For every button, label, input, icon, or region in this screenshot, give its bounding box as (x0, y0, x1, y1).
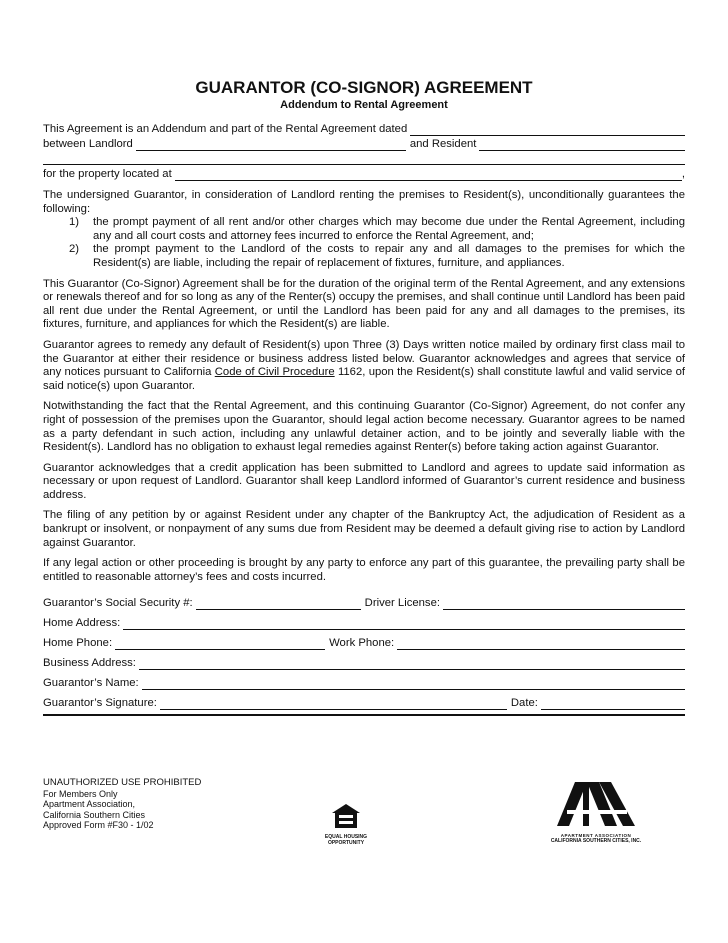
agreement-date-label: This Agreement is an Addendum and part of the Rental Agreement dated (43, 123, 408, 135)
notice-text-end: 1162, upon the Resident(s) shall constitute lawful and valid service of said notice(s) upon Guarantor. (43, 366, 685, 392)
footer-line: For Members Only (43, 788, 118, 799)
home-phone-field[interactable] (115, 639, 325, 650)
apartment-association-icon (555, 780, 637, 828)
resident-field[interactable] (479, 140, 685, 151)
footer-line: California Southern Cities (43, 809, 146, 820)
notice-text-start: Guarantor agrees to remedy any default of Resident(s) upon Three (3) Days written notice mailed by ordinary first class mail to the Guarantor at either their residence or business address listed below. Guarantor acknowledges and agrees that service of any notices pursuant to California (43, 338, 685, 379)
bankruptcy-paragraph: The filing of any petition by or against Resident under any chapter of the Bankruptcy Act, the adjudication of Resident as a bankrupt or insolvent, or nonpayment of any sums due from Resident may be deemed a default giving rise to action by Landlord against Guarantor. (43, 509, 685, 549)
property-label: for the property located at (43, 168, 172, 180)
guarantee-item-number: 2) (69, 243, 80, 256)
equal-housing-caption-2: OPPORTUNITY (327, 840, 365, 846)
ssn-label: Guarantor’s Social Security #: (43, 597, 193, 610)
work-phone-label: Work Phone: (329, 637, 395, 650)
civil-procedure-reference: Code of Civil Procedure (214, 366, 335, 379)
resident-continuation-field[interactable] (43, 154, 685, 165)
phone-row (43, 636, 685, 650)
signature-date-row (43, 696, 685, 710)
guarantor-name-field[interactable] (142, 679, 685, 690)
guarantee-list (43, 216, 685, 270)
guarantee-item (43, 216, 685, 243)
date-label: Date: (510, 697, 538, 710)
agreement-date-row (43, 122, 685, 136)
landlord-label: between Landlord (43, 138, 133, 150)
guarantor-info-fields (43, 596, 685, 710)
guarantee-item-text: the prompt payment to the Landlord of the costs to repair any and all damages to the premises for which the Resident(s) are liable, including the repair of replacement of fixtures, furniture, and appliances. (93, 243, 685, 269)
parties-row (43, 137, 685, 151)
guarantor-name-row (43, 676, 685, 690)
ssn-license-row (43, 596, 685, 610)
possession-paragraph: Notwithstanding the fact that the Rental Agreement, and this continuing Guarantor (Co-Signor) Agreement, do not confer any right of possession of the premises upon the Guarantor, should legal action become necessary. Guarantor agrees to be named as a party defendant in such action, including any unlawful detainer action, and to be jointly and severally liable with the Resident(s). Landlord has no obligation to exhaust legal remedies against Renter(s) before taking action against Guarantor. (43, 400, 685, 454)
guarantee-item-text: the prompt payment of all rent and/or other charges which may become due under the Rental Agreement, including any and all court costs and attorney fees incurred to enforce the Rental Agreement, and; (93, 216, 685, 242)
ssn-field[interactable] (196, 599, 361, 610)
property-row (43, 167, 685, 181)
footer-notice (43, 778, 201, 831)
property-address-field[interactable] (175, 170, 682, 181)
business-address-label: Business Address: (43, 657, 136, 670)
equal-housing-icon (331, 803, 361, 829)
document-page (43, 78, 685, 716)
apartment-association-caption-1: APARTMENT ASSOCIATION (560, 833, 632, 838)
license-field[interactable] (443, 599, 685, 610)
footer-divider (43, 714, 685, 716)
footer-line: Approved Form #F30 - 1/02 (43, 820, 154, 830)
equal-housing-caption-1: EQUAL HOUSING (324, 834, 368, 840)
footer-line: UNAUTHORIZED USE PROHIBITED (43, 777, 202, 788)
agreement-date-field[interactable] (410, 125, 685, 136)
resident-label: and Resident (409, 138, 477, 150)
business-address-row (43, 656, 685, 670)
home-address-label: Home Address: (43, 617, 121, 630)
apartment-association-logo (548, 780, 644, 844)
legal-fees-paragraph: If any legal action or other proceeding is brought by any party to enforce any part of this guarantee, the prevailing party shall be entitled to reasonable attorney’s fees and costs incurred. (43, 557, 685, 583)
guarantee-item (43, 243, 685, 270)
signature-field[interactable] (160, 699, 507, 710)
document-title: GUARANTOR (CO-SIGNOR) AGREEMENT (195, 78, 533, 97)
property-comma: , (681, 168, 685, 180)
home-phone-label: Home Phone: (43, 637, 113, 650)
work-phone-field[interactable] (397, 639, 685, 650)
resident-continuation-row (43, 154, 685, 165)
guarantee-item-number: 1) (69, 216, 80, 229)
home-address-field[interactable] (123, 619, 685, 630)
home-address-row (43, 616, 685, 630)
duration-paragraph: This Guarantor (Co-Signor) Agreement shall be for the duration of the original term of the Rental Agreement, and any extensions or renewals thereof and for so long as any of the Renter(s) occupy the premises, and shall continue until Landlord has been paid all rent due under the Rental Agreement, or until the Landlord has been paid for any and all damages to the premises, its fixtures, furniture, and appliances for which the Resident(s) are liable. (43, 277, 685, 331)
apartment-association-caption-2: CALIFORNIA SOUTHERN CITIES, INC. (550, 838, 642, 844)
equal-housing-logo (323, 803, 369, 846)
business-address-field[interactable] (139, 659, 685, 670)
landlord-field[interactable] (136, 140, 406, 151)
signature-label: Guarantor’s Signature: (43, 697, 157, 710)
guarantee-lead: The undersigned Guarantor, in consideration of Landlord renting the premises to Resident(s), unconditionally guarantees the following: (43, 189, 685, 215)
notice-paragraph (43, 339, 685, 393)
credit-paragraph: Guarantor acknowledges that a credit application has been submitted to Landlord and agrees to update said information as necessary or upon request of Landlord. Guarantor shall keep Landlord informed of Guarantor’s current residence and business address. (43, 461, 685, 501)
footer-line: Apartment Association, (43, 799, 136, 809)
document-subtitle: Addendum to Rental Agreement (280, 99, 448, 111)
guarantor-name-label: Guarantor’s Name: (43, 677, 139, 690)
license-label: Driver License: (364, 597, 440, 610)
page-footer (43, 778, 685, 858)
date-field[interactable] (541, 699, 685, 710)
